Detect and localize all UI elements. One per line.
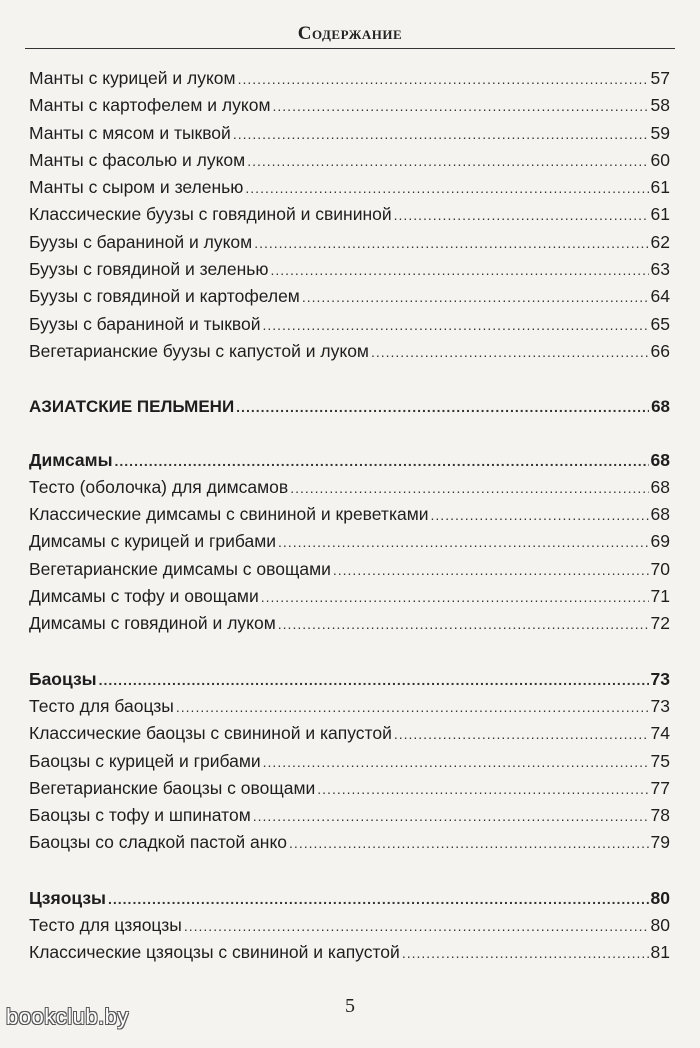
- toc-dot-leader: [108, 886, 649, 913]
- toc-dot-leader: [247, 148, 648, 175]
- toc-dot-leader: [302, 284, 649, 311]
- watermark: bookclub.by: [6, 1004, 129, 1029]
- toc-entry: [29, 229, 670, 256]
- toc-entry-page: 61: [650, 177, 670, 198]
- toc-dot-leader: [278, 611, 649, 638]
- toc-entry: [29, 174, 670, 201]
- toc-entry-page: 75: [650, 750, 670, 771]
- toc-dot-leader: [289, 830, 648, 857]
- toc-entry: [29, 802, 670, 829]
- toc-entry: [29, 147, 670, 174]
- toc-entry-title: Классические димсамы с свининой и креветками: [29, 504, 429, 525]
- header-title: Содержание: [297, 23, 403, 44]
- toc-entry-page: 78: [650, 805, 670, 826]
- toc-entry-title: Вегетарианские буузы с капустой и луком: [29, 340, 369, 361]
- table-of-contents: [29, 65, 670, 967]
- toc-dot-leader: [394, 202, 649, 229]
- toc-entry-title: Манты с сыром и зеленью: [29, 177, 244, 198]
- running-header: [25, 0, 675, 49]
- toc-entry-title: АЗИАТСКИЕ ПЕЛЬМЕНИ: [29, 397, 235, 417]
- toc-entry-page: 71: [650, 586, 670, 607]
- toc-entry-title: Манты с мясом и тыквой: [29, 122, 231, 143]
- toc-dot-leader: [317, 776, 648, 803]
- toc-dot-leader: [254, 230, 648, 257]
- toc-entry-title: Димсамы с курицей и грибами: [29, 531, 277, 552]
- toc-dot-leader: [261, 584, 649, 611]
- toc-entry: [29, 693, 670, 720]
- toc-section-heading: [29, 447, 670, 474]
- toc-dot-leader: [233, 121, 649, 148]
- toc-entry-page: 73: [650, 668, 670, 689]
- toc-entry-title: Классические баоцзы с свининой и капустой: [29, 723, 392, 744]
- toc-entry-page: 60: [650, 149, 670, 170]
- toc-entry-page: 68: [650, 476, 670, 497]
- toc-dot-leader: [253, 803, 649, 830]
- toc-dot-leader: [262, 312, 648, 339]
- toc-entry: [29, 775, 670, 802]
- toc-dot-leader: [278, 529, 649, 556]
- toc-entry-page: 58: [650, 95, 670, 116]
- toc-entry-title: Буузы с бараниной и тыквой: [29, 313, 261, 334]
- toc-entry-title: Манты с курицей и луком: [29, 68, 236, 88]
- toc-dot-leader: [371, 339, 649, 366]
- toc-entry: [29, 65, 670, 92]
- toc-entry-title: Цзяоцзы: [29, 887, 106, 908]
- toc-dot-leader: [99, 667, 649, 694]
- toc-entry: [29, 939, 670, 966]
- toc-entry-page: 77: [650, 777, 670, 798]
- toc-entry-page: 64: [650, 286, 670, 307]
- toc-section-heading: [29, 885, 670, 912]
- toc-dot-leader: [402, 940, 649, 967]
- toc-dot-leader: [333, 557, 649, 584]
- toc-entry-title: Баоцзы с курицей и грибами: [29, 750, 261, 771]
- toc-dot-leader: [184, 913, 649, 940]
- toc-entry-title: Вегетарианские димсамы с овощами: [29, 558, 331, 579]
- toc-entry-title: Буузы с бараниной и луком: [29, 231, 253, 252]
- toc-entry-title: Тесто для баоцзы: [29, 695, 174, 716]
- toc-entry: [29, 528, 670, 555]
- toc-entry: [29, 338, 670, 365]
- toc-entry-page: 68: [651, 397, 670, 417]
- toc-entry-title: Димсамы с тофу и овощами: [29, 586, 259, 607]
- toc-entry-title: Классические цзяоцзы с свининой и капустой: [29, 942, 400, 963]
- toc-entry-page: 70: [650, 558, 670, 579]
- toc-entry-page: 59: [650, 122, 670, 143]
- toc-entry-title: Димсамы с говядиной и луком: [29, 613, 276, 634]
- toc-dot-leader: [431, 502, 649, 529]
- toc-entry: [29, 610, 670, 637]
- toc-dot-leader: [245, 175, 648, 202]
- toc-entry: [29, 583, 670, 610]
- toc-entry-page: 80: [650, 915, 670, 936]
- toc-entry: [29, 474, 670, 501]
- toc-dot-leader: [290, 475, 648, 502]
- toc-entry: [29, 92, 670, 119]
- toc-entry-title: Тесто для цзяоцзы: [29, 915, 182, 936]
- toc-entry: [29, 120, 670, 147]
- toc-dot-leader: [236, 394, 649, 421]
- toc-entry: [29, 201, 670, 228]
- toc-entry-title: Вегетарианские баоцзы с овощами: [29, 777, 316, 798]
- toc-entry-title: Баоцзы: [29, 668, 97, 689]
- toc-entry-page: 79: [650, 832, 670, 853]
- toc-entry-title: Манты с фасолью и луком: [29, 149, 246, 170]
- toc-entry: [29, 556, 670, 583]
- toc-entry-page: 81: [650, 942, 670, 963]
- toc-dot-leader: [115, 448, 649, 475]
- toc-entry-title: Классические буузы с говядиной и свининой: [29, 204, 392, 225]
- toc-entry-title: Тесто (оболочка) для димсамов: [29, 476, 289, 497]
- toc-entry-page: 73: [650, 695, 670, 716]
- toc-entry: [29, 283, 670, 310]
- toc-entry: [29, 256, 670, 283]
- toc-entry-title: Димсамы: [29, 449, 113, 470]
- toc-section-heading: [29, 666, 670, 693]
- toc-dot-leader: [394, 721, 649, 748]
- toc-entry-title: Баоцзы с тофу и шпинатом: [29, 805, 251, 826]
- page-number: 5: [345, 995, 355, 1017]
- toc-entry-page: 62: [650, 231, 670, 252]
- toc-entry: [29, 748, 670, 775]
- toc-entry-page: 68: [650, 449, 670, 470]
- toc-entry-page: 57: [650, 68, 670, 88]
- toc-chapter-heading: [29, 393, 670, 420]
- toc-entry: [29, 720, 670, 747]
- toc-entry-page: 72: [650, 613, 670, 634]
- toc-entry-title: Буузы с говядиной и зеленью: [29, 259, 269, 280]
- toc-dot-leader: [176, 694, 649, 721]
- toc-entry-page: 66: [650, 340, 670, 361]
- toc-entry-page: 69: [650, 531, 670, 552]
- toc-entry-page: 61: [650, 204, 670, 225]
- toc-dot-leader: [273, 93, 649, 120]
- toc-entry-page: 74: [650, 723, 670, 744]
- toc-entry-page: 68: [650, 504, 670, 525]
- toc-entry-title: Баоцзы со сладкой пастой анко: [29, 832, 288, 853]
- toc-entry-title: Манты с картофелем и луком: [29, 95, 271, 116]
- toc-entry-page: 63: [650, 259, 670, 280]
- toc-entry-title: Буузы с говядиной и картофелем: [29, 286, 300, 307]
- toc-entry: [29, 311, 670, 338]
- toc-entry: [29, 829, 670, 856]
- toc-entry: [29, 912, 670, 939]
- toc-entry-page: 80: [650, 887, 670, 908]
- toc-dot-leader: [238, 66, 649, 93]
- toc-entry-page: 65: [650, 313, 670, 334]
- toc-dot-leader: [270, 257, 648, 284]
- toc-entry: [29, 501, 670, 528]
- toc-dot-leader: [263, 749, 649, 776]
